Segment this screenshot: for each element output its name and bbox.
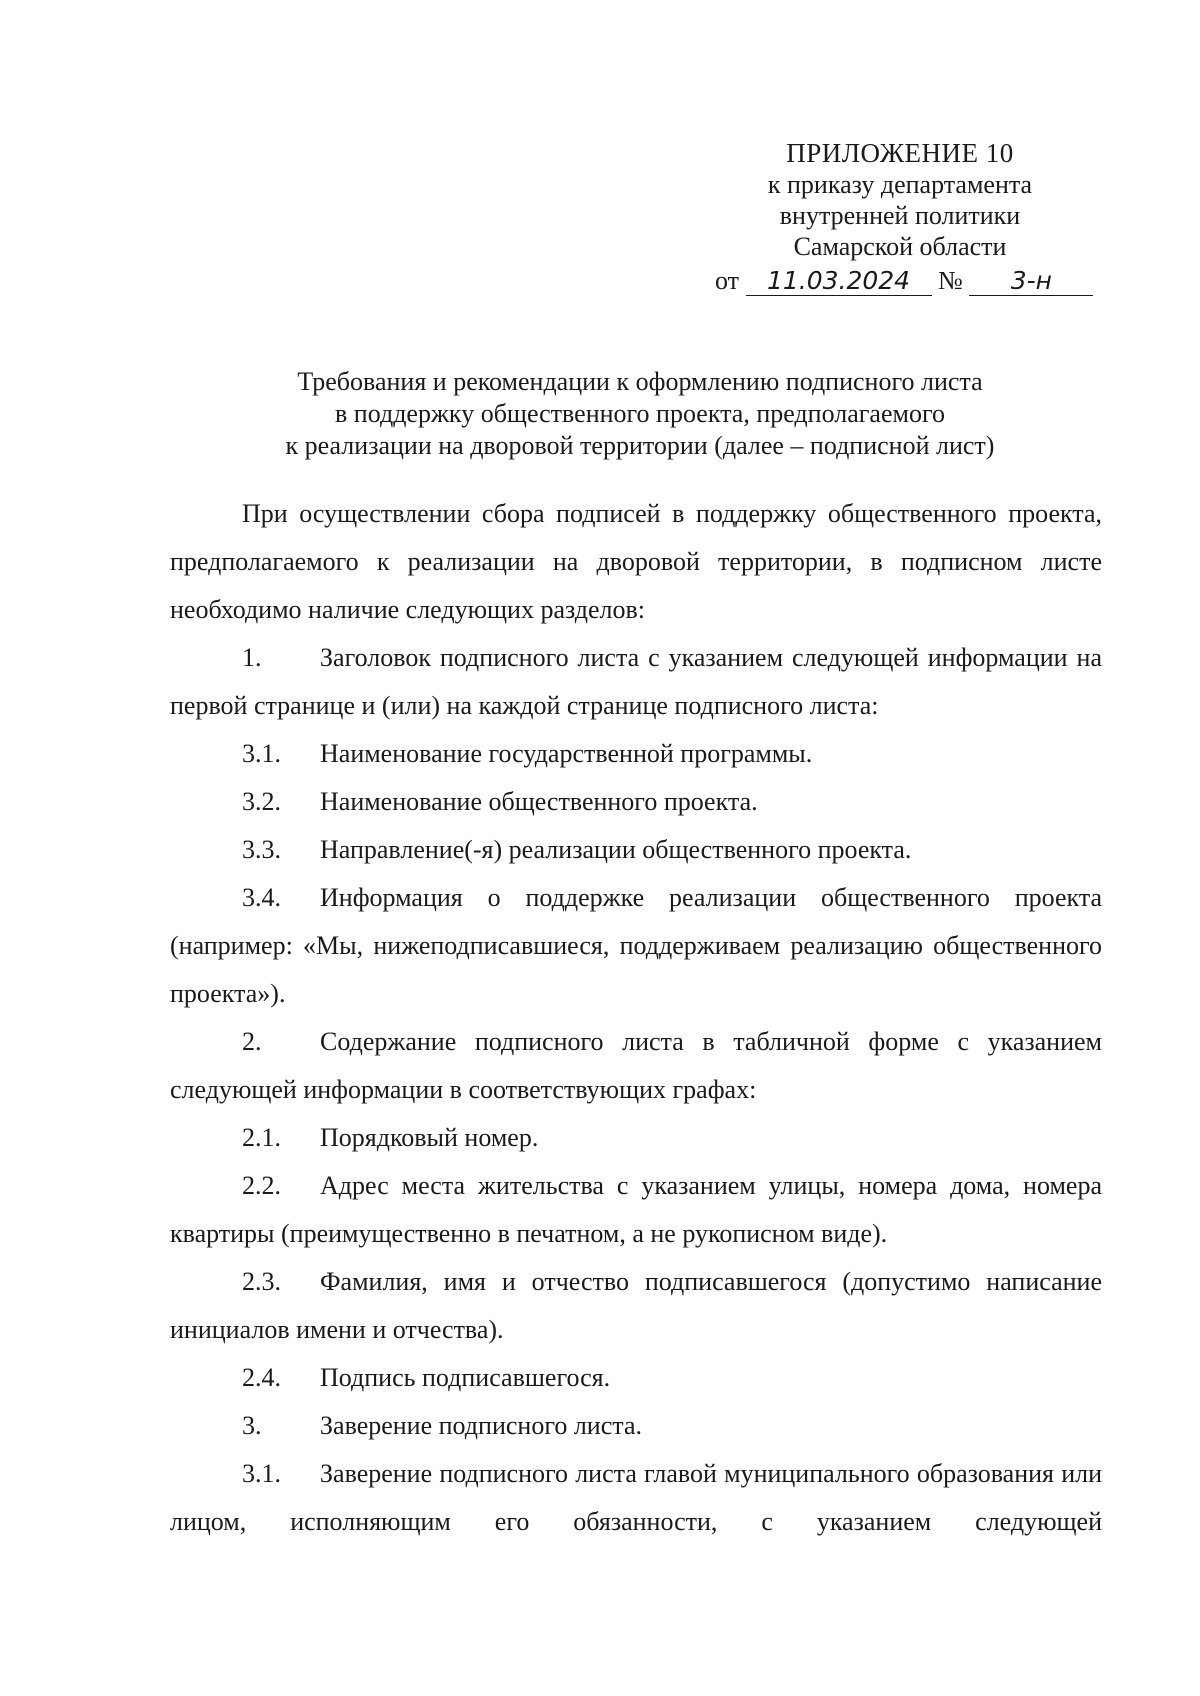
appendix-header [700,138,1100,262]
item-number: 2.2. [242,1171,281,1200]
item-text: Направление(-я) реализации общественного проекта. [320,835,912,864]
item-text: Заверение подписного листа главой муниципального образования или лицом, исполняющим его обязанности, с указанием следующей [170,1459,1102,1536]
appendix-title: ПРИЛОЖЕНИЕ 10 [786,138,1014,168]
list-item [170,1018,1102,1114]
item-number: 2. [242,1027,262,1056]
document-body [170,490,1102,1546]
from-label: от [715,266,740,295]
list-item [170,874,1102,1018]
list-item [170,1354,1102,1402]
item-number: 3. [242,1411,262,1440]
list-item [170,730,1102,778]
list-item [170,1258,1102,1354]
item-number: 2.1. [242,1123,281,1152]
item-number: 3.1. [242,739,281,768]
item-text: Информация о поддержке реализации общественного проекта (например: «Мы, нижеподписавшиеся, поддерживаем реализацию общественного проекта»). [170,883,1102,1008]
order-date-line [715,264,1125,298]
item-text: Адрес места жительства с указанием улицы, номера дома, номера квартиры (преимущественно в печатном, а не рукописном виде). [170,1171,1102,1248]
heading-line-2: в поддержку общественного проекта, предполагаемого [335,399,945,428]
item-text: Подпись подписавшегося. [320,1363,611,1392]
item-number: 2.4. [242,1363,281,1392]
item-text: Содержание подписного листа в табличной форме с указанием следующей информации в соответствующих графах: [170,1027,1102,1104]
item-number: 3.2. [242,787,281,816]
number-label: № [938,266,963,295]
item-number: 3.4. [242,883,281,912]
intro-paragraph: При осуществлении сбора подписей в поддержку общественного проекта, предполагаемого к реализации на дворовой территории, в подписном листе необходимо наличие следующих разделов: [170,499,1102,624]
item-text: Фамилия, имя и отчество подписавшегося (допустимо написание инициалов имени и отчества). [170,1267,1102,1344]
item-text: Наименование государственной программы. [320,739,813,768]
item-number: 1. [242,643,262,672]
appendix-line-3: Самарской области [793,232,1007,261]
document-heading [200,366,1080,462]
appendix-line-2: внутренней политики [779,201,1021,230]
list-item [170,778,1102,826]
item-text: Порядковый номер. [320,1123,539,1152]
item-text: Заверение подписного листа. [320,1411,642,1440]
item-number: 3.3. [242,835,281,864]
handwritten-number: 3-н [969,267,1093,296]
list-item [170,1114,1102,1162]
list-item [170,634,1102,730]
item-text: Заголовок подписного листа с указанием следующей информации на первой странице и (или) на каждой странице подписного листа: [170,643,1102,720]
list-item [170,1402,1102,1450]
handwritten-date: 11.03.2024 [746,267,932,296]
heading-line-1: Требования и рекомендации к оформлению подписного листа [297,367,983,396]
appendix-line-1: к приказу департамента [767,170,1033,199]
item-text: Наименование общественного проекта. [320,787,758,816]
list-item [170,1162,1102,1258]
list-item [170,1450,1102,1546]
list-item [170,826,1102,874]
item-number: 3.1. [242,1459,281,1488]
heading-line-3: к реализации на дворовой территории (далее – подписной лист) [285,431,995,460]
item-number: 2.3. [242,1267,281,1296]
